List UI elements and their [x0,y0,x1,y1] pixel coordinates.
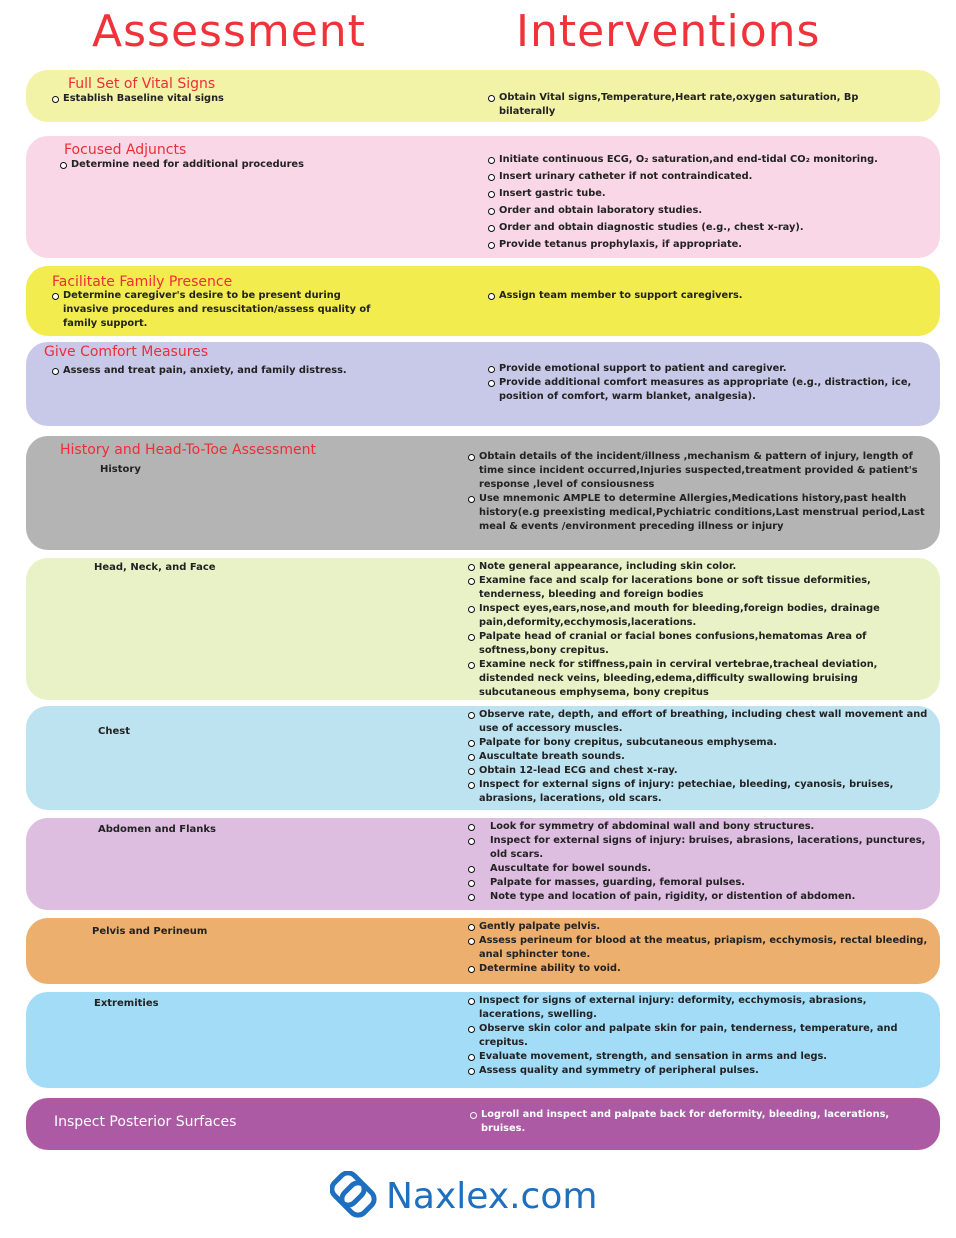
interventions-list [488,153,928,255]
intervention-item: Determine ability to void. [468,962,938,976]
intervention-item: Inspect for external signs of injury: bruises, abrasions, lacerations, punctures, old scars. [468,834,934,862]
intervention-item: Auscultate for bowel sounds. [468,862,934,876]
intervention-item: Logroll and inspect and palpate back for deformity, bleeding, lacerations, bruises. [470,1108,910,1136]
section-subtitle: Pelvis and Perineum [92,926,208,937]
interventions-list [468,450,934,534]
intervention-item: Insert urinary catheter if not contraindicated. [488,170,928,184]
interventions-list [488,289,888,303]
intervention-item: Examine face and scalp for lacerations bone or soft tissue deformities, tenderness, bleeding and foreign bodies [468,574,934,602]
section-abdomen-flanks [26,818,940,910]
intervention-item: Use mnemonic AMPLE to determine Allergies,Medications history,past health history(e.g preexisting medical,Pychiatric conditions,Last menstrual period,Last meal & events /environment preceding illness or injury [468,492,934,534]
assessment-list [52,364,432,378]
naxlex-logo-icon [330,1171,380,1221]
naxlex-logo [330,1168,597,1224]
interventions-list [468,820,934,904]
assessment-item: Determine caregiver's desire to be present during invasive procedures and resuscitation/assess quality of family support. [52,289,372,331]
intervention-item: Initiate continuous ECG, O₂ saturation,and end-tidal CO₂ monitoring. [488,153,928,167]
interventions-list [468,708,934,806]
intervention-item: Auscultate breath sounds. [468,750,934,764]
interventions-list [488,362,928,404]
section-pelvis-perineum [26,918,940,984]
intervention-item: Palpate for bony crepitus, subcutaneous emphysema. [468,736,934,750]
intervention-item: Assess quality and symmetry of peripheral pulses. [468,1064,934,1078]
section-head-neck-face [26,558,940,700]
section-subtitle: History [100,464,141,475]
intervention-item: Provide additional comfort measures as appropriate (e.g., distraction, ice, position of comfort, warm blanket, analgesia). [488,376,928,404]
intervention-item: Note general appearance, including skin color. [468,560,934,574]
interventions-list [470,1108,910,1136]
assessment-item: Assess and treat pain, anxiety, and family distress. [52,364,432,378]
intervention-item: Assign team member to support caregivers. [488,289,888,303]
intervention-item: Gently palpate pelvis. [468,920,938,934]
section-subtitle: Head, Neck, and Face [94,562,216,573]
intervention-item: Inspect for signs of external injury: deformity, ecchymosis, abrasions, lacerations, swelling. [468,994,934,1022]
intervention-item: Order and obtain diagnostic studies (e.g., chest x-ray). [488,221,928,235]
intervention-item: Observe skin color and palpate skin for pain, tenderness, temperature, and crepitus. [468,1022,934,1050]
intervention-item: Order and obtain laboratory studies. [488,204,928,218]
section-subtitle: Chest [98,726,130,737]
section-title: Full Set of Vital Signs [68,76,216,92]
section-extremities [26,992,940,1088]
intervention-item: Note type and location of pain, rigidity, or distention of abdomen. [468,890,934,904]
section-history [26,436,940,550]
intervention-item: Palpate head of cranial or facial bones confusions,hematomas Area of softness,bony crepitus. [468,630,934,658]
section-posterior-surfaces [26,1098,940,1150]
section-family-presence [26,266,940,336]
intervention-item: Provide emotional support to patient and caregiver. [488,362,928,376]
intervention-item: Inspect for external signs of injury: petechiae, bleeding, cyanosis, bruises, abrasions, lacerations, old scars. [468,778,934,806]
section-title: Give Comfort Measures [44,344,209,360]
intervention-item: Insert gastric tube. [488,187,928,201]
naxlex-logo-text: Naxlex.com [386,1175,598,1217]
assessment-item: Establish Baseline vital signs [52,92,432,106]
interventions-list [468,560,934,700]
section-title: Facilitate Family Presence [52,274,233,290]
section-focused-adjuncts [26,136,940,258]
intervention-item: Inspect eyes,ears,nose,and mouth for bleeding,foreign bodies, drainage pain,deformity,ecchymosis,lacerations. [468,602,934,630]
section-title: Inspect Posterior Surfaces [54,1114,237,1130]
section-title: Focused Adjuncts [64,142,187,158]
section-comfort-measures [26,342,940,426]
assessment-list [52,92,432,106]
section-title: History and Head-To-Toe Assessment [60,442,316,458]
section-vital-signs [26,70,940,122]
interventions-list [468,994,934,1078]
intervention-item: Obtain details of the incident/illness ,mechanism & pattern of injury, length of time since incident occurred,Injuries suspected,treatment provided & patient's response ,level of consiousness [468,450,934,492]
assessment-item: Determine need for additional procedures [60,158,440,172]
section-subtitle: Extremities [94,998,159,1009]
intervention-item: Provide tetanus prophylaxis, if appropriate. [488,238,928,252]
interventions-list [468,920,938,976]
intervention-item: Observe rate, depth, and effort of breathing, including chest wall movement and use of accessory muscles. [468,708,934,736]
intervention-item: Obtain Vital signs,Temperature,Heart rate,oxygen saturation, Bp bilaterally [488,91,888,119]
intervention-item: Obtain 12-lead ECG and chest x-ray. [468,764,934,778]
assessment-list [52,289,372,331]
intervention-item: Look for symmetry of abdominal wall and bony structures. [468,820,934,834]
section-chest [26,706,940,810]
intervention-item: Evaluate movement, strength, and sensation in arms and legs. [468,1050,934,1064]
assessment-list [60,158,440,172]
intervention-item: Examine neck for stiffness,pain in cerviral vertebrae,tracheal deviation, distended neck veins, bleeding,edema,difficulty swallowing bruising subcutaneous emphysema, bony crepitus [468,658,934,700]
section-subtitle: Abdomen and Flanks [98,824,216,835]
interventions-list [488,91,888,119]
intervention-item: Assess perineum for blood at the meatus, priapism, ecchymosis, rectal bleeding, anal sphincter tone. [468,934,938,962]
interventions-header: Interventions [516,6,821,57]
intervention-item: Palpate for masses, guarding, femoral pulses. [468,876,934,890]
assessment-header: Assessment [92,6,366,57]
